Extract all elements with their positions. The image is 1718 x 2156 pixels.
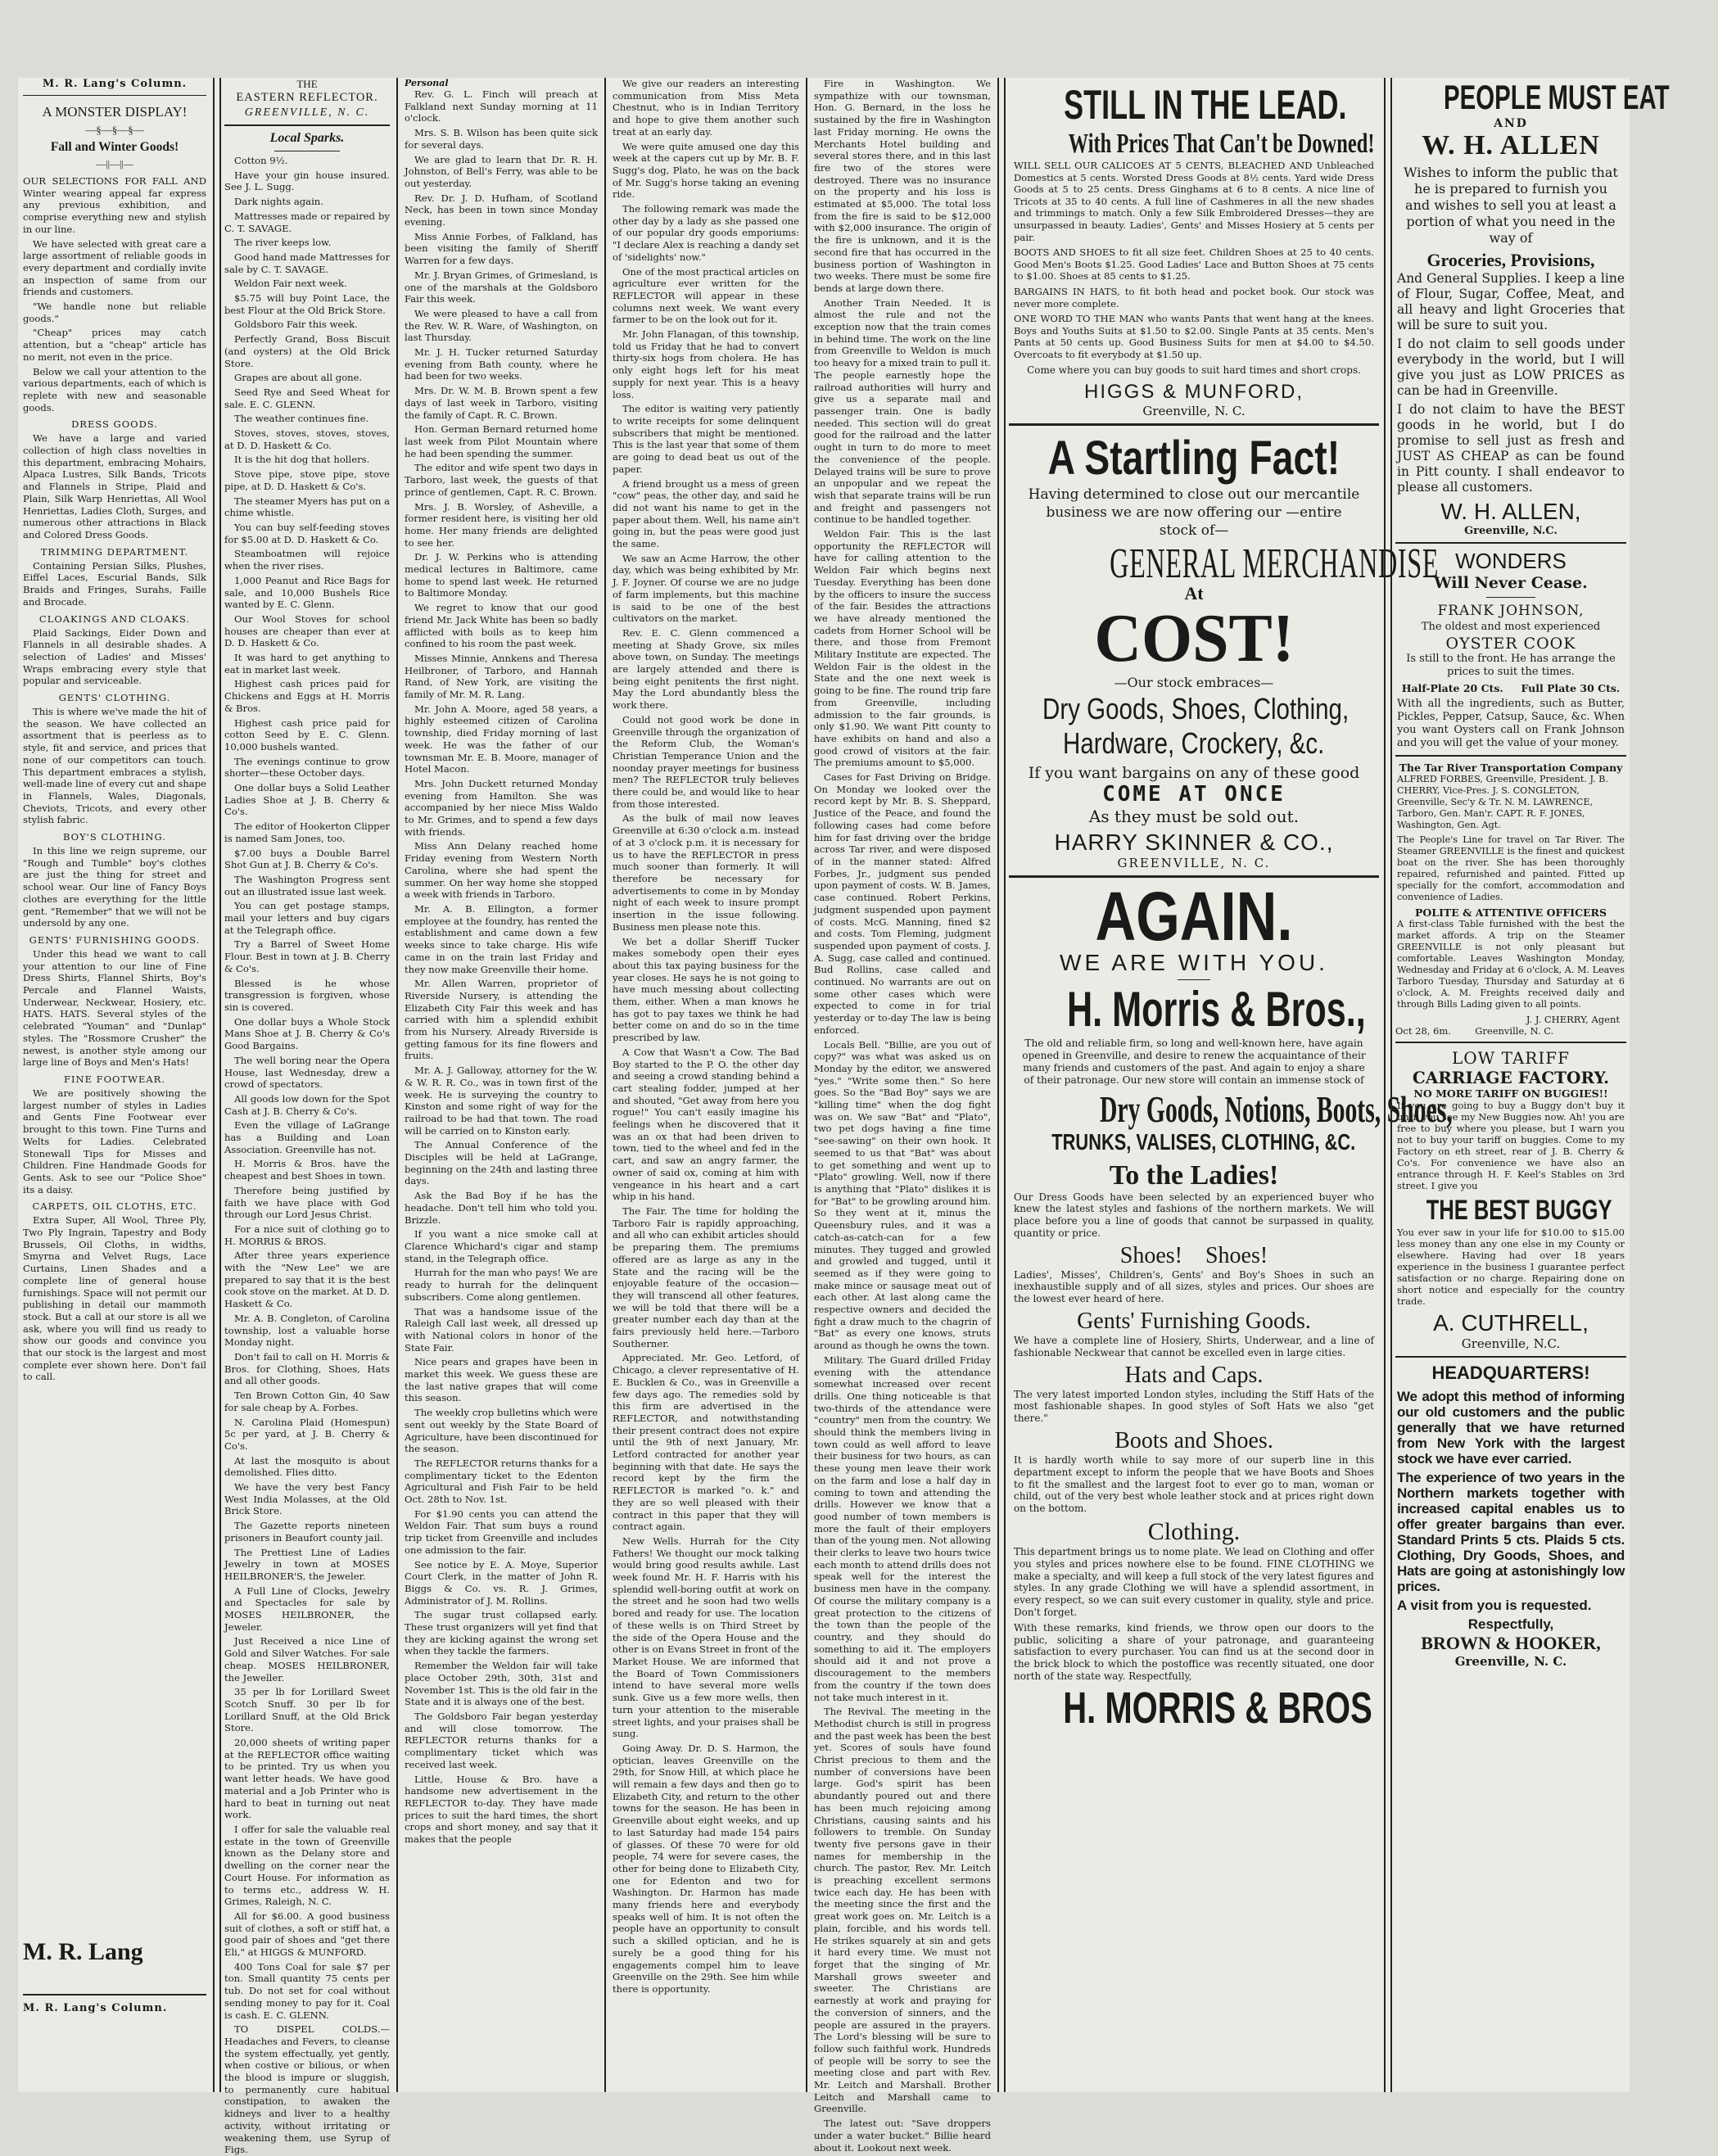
skinner-line-2: Hardware, Crockery, &c. xyxy=(1063,725,1325,760)
local-spark-item: All goods low down for the Spot Cash at J. B. Cherry & Co's. xyxy=(224,1092,390,1117)
again-title: AGAIN. xyxy=(1095,877,1293,955)
column-lang xyxy=(18,78,211,2092)
personal-item: Mrs. S. B. Wilson has been quite sick for several days. xyxy=(405,127,598,151)
tariff-text: If you are going to buy a Buggy don't buy it until you see my New Buggies now. Ah! you are free to buy where you please, but I warn you not to buy your tariff on buggies. Come to my Factory on eth street, rear of J. B. Cherry & Co's. For convenience we have also an entrance through H. F. Keel's Stables on 3rd street. I give you xyxy=(1397,1100,1625,1191)
personal-item: We are glad to learn that Dr. R. H. Johnston, of Bell's Ferry, was able to be out yesterday. xyxy=(405,153,598,189)
local-spark-item: For a nice suit of clothing go to H. MORRIS & BROS. xyxy=(224,1223,390,1247)
personal-item: Remember the Weldon fair will take place October 29th, 30th, 31st and November 1st. This is the old fair in the State and it is always one of the best. xyxy=(405,1660,598,1708)
still-p5: Come where you can buy goods to suit hard times and short crops. xyxy=(1027,364,1361,376)
tar-title: The Tar River Transportation Company xyxy=(1399,762,1623,774)
local-spark-item: The steamer Myers has put on a chime whistle. xyxy=(224,495,390,519)
still-title: STILL IN THE LEAD. xyxy=(1064,82,1347,128)
morris-title: H. Morris & Bros., xyxy=(1066,981,1366,1037)
gents-heading: Gents' Furnishing Goods. xyxy=(1077,1309,1311,1335)
local-spark-item: The Gazette reports nineteen prisoners in Beaufort county jail. xyxy=(224,1520,390,1544)
personal-item: Little, House & Bro. have a handsome new advertisement in the REFLECTOR to-day. They have made prices to suit the hard times, the short crops and short money, and say that it makes that the people xyxy=(405,1773,598,1846)
news-item: Mr. John Flanagan, of this township, told us Friday that he had to convert thirty-six hogs from cholera. He has only eight hogs left for his meat supply for next year. This is a heavy loss. xyxy=(613,328,799,400)
brown-hooker-name: BROWN & HOOKER, xyxy=(1421,1633,1601,1653)
lang-intro-3: "We handle none but reliable goods." xyxy=(23,301,206,324)
column-ads xyxy=(1006,78,1453,2092)
gents-text: We have a complete line of Hosiery, Shirts, Underwear, and a line of fashionable Neckwear that cannot be excelled even in large cities. xyxy=(1014,1335,1374,1358)
news-item: Cases for Fast Driving on Bridge. On Monday we looked over the record kept by Mr. B. S. Sheppard, Justice of the Peace, and found the following cases had come before him for fast driving over the bridge across Tar river, and were disposed of in the manner stated: Alfred Forbes, Jr., judgment sus pended upon payment of costs. W. B. James, case continued. Robert Perkins, judgment suspended upon payment of costs. McG. Manning, fined $2 and costs. Tom Fleming, judgment suspended upon payment of costs. J. A. Sugg, case called and continued. Bud Rollins, case called and continued. No warrants are out on some other cases which were expected to come in for trial yesterday or to-day The law is being enforced. xyxy=(814,771,991,1036)
furn-text: Under this head we want to call your attention to our line of Fine Dress Shirts, Flannel Shirts, Boy's Percale and Flannel Waists, Underwear, Neckwear, Hosiery, etc. HATS. HATS. Several styles of the celebrated "Youman" and "Dunlap" styles. The "Rossmore Crusher" the newest, is another style among our large line of Boys and Men's Hats! xyxy=(23,947,206,1069)
eat-title: PEOPLE MUST EAT xyxy=(1444,78,1670,116)
news-item: The Fair. The time for holding the Tarboro Fair is rapidly approaching, and all who can exhibit articles should be preparing them. The premiums offered are as large as any in the State and the racing will be the enjoyable feature of the occasion—they will transcend all other features, we will be told that there will be a greater number each day than at the fairs previously held here.—Tarboro Southerner. xyxy=(613,1205,799,1349)
johnson-name: FRANK JOHNSON, xyxy=(1437,603,1585,619)
personal-item: If you want a nice smoke call at Clarence Whichard's cigar and stamp stand, in the Telegraph office. xyxy=(405,1228,598,1264)
skinner-name: HARRY SKINNER & CO., xyxy=(1054,829,1334,855)
clothing-text: This department brings us to nome plate. We lead on Clothing and offer you styles and prices nowhere else to be found. FINE CLOTHING we make a specialty, and will keep a full stock of the very latest figures and styles. In any grade Clothing we will have a splendid assortment, in every respect, so we can suit every customer in quality, style and price. Don't forget. xyxy=(1014,1546,1374,1619)
personal-item: We regret to know that our good friend Mr. Jack White has been so badly afflicted with boils as to keep him confined to his room the past week. xyxy=(405,602,598,650)
newspaper-page xyxy=(18,78,1670,2156)
gent-text: This is where we've made the hit of the season. We have collected an assortment that is peerless as to style, fit and service, and prices that none of our competitors can touch. This department embraces a stylish, well-made line of every cut and shape in Flannels, Wales, Diagonals, Cheviots, Tricots, and every other stylish fabric. xyxy=(23,706,206,826)
tariff-title: LOW TARIFF xyxy=(1452,1048,1570,1068)
local-spark-item: 20,000 sheets of writing paper at the REFLECTOR office waiting to be printed. Try us when you want letter heads. We have good material and a Job Printer who is hard to beat in turning out neat work. xyxy=(224,1737,390,1821)
personal-item: The REFLECTOR returns thanks for a complimentary ticket to the Edenton Agricultural and Fish Fair to be held Oct. 28th to Nov. 1st. xyxy=(405,1457,598,1506)
town-news-list xyxy=(814,78,991,2154)
column-town-news xyxy=(809,78,996,2154)
paper-name: EASTERN REFLECTOR. xyxy=(236,91,378,104)
lang-flourish: —§—§—§— xyxy=(85,124,144,136)
local-spark-item: The river keeps low. xyxy=(234,237,332,249)
brown-hooker-ad xyxy=(1395,1363,1626,1669)
polite-line: POLITE & ATTENTIVE OFFICERS xyxy=(1415,906,1607,919)
still-subtitle: With Prices That Can't be Downed! xyxy=(1068,129,1375,159)
still-p3: BARGAINS IN HATS, to fit both head and pocket book. Our stock was never more complete. xyxy=(1014,285,1374,310)
local-spark-item: All for $6.00. A good business suit of clothes, a soft or stiff hat, a good pair of shoes and "get there Eli," at HIGGS & MUNFORD. xyxy=(224,1910,390,1959)
boots-text: It is hardly worth while to say more of our superb line in this department except to inform the people that we have Boots and Shoes to fit the smallest and the largest foot to ever go to man, woman or child, out of the very best whole leather stock and at prices right down on the bottom. xyxy=(1014,1454,1374,1515)
hq-p2: The experience of two years in the Northern markets together with increased capital enables us to offer greater bargains than ever. Standard Prints 5 cts. Plaids 5 cts. Clothing, Dry Goods, Shoes, and Hats are going at astonishingly low prices. xyxy=(1397,1470,1625,1594)
dress-text: We have a large and varied collection of high class novelties in this department, embracing Mohairs, Alpaca Lustres, Silk Bands, Tricots and Flannels in Stripe, Plaid and Plain, Silk Warp Henriettas, All Wool Henriettas, Ladies Cloth, Surges, and numerous other attractions in Black and Colored Dress Goods. xyxy=(23,432,206,540)
allen-p2: And General Supplies. I keep a line of Flour, Sugar, Coffee, Meat, and all heavy and light Groceries that will be sure to suit you. xyxy=(1397,271,1625,332)
eat-and: AND xyxy=(1494,117,1528,130)
local-spark-item: Mr. A. B. Congleton, of Carolina township, lost a valuable horse Monday night. xyxy=(224,1312,390,1349)
personal-item: Rev. G. L. Finch will preach at Falkland next Sunday morning at 11 o'clock. xyxy=(405,88,598,124)
lang-intro-2: We have selected with great care a large assortment of reliable goods in every department and cordially invite an inspection of same from our friends and customers. xyxy=(23,237,206,298)
come-at-once: COME AT ONCE xyxy=(1102,781,1286,807)
startling-text: Having determined to close out our mercantile business we are now offering our —entire stock of— xyxy=(1028,486,1360,539)
personal-heading: Personal xyxy=(405,78,449,88)
news-item: A Cow that Wasn't a Cow. The Bad Boy started to the P. O. the other day and seeing a crowd standing behind a cart stealing fodder, jumped at her and shouted, "Get away from here you rogue!" You can't easily imagine his feelings when he discovered that it was an ox that had been driven to town, tied to the wheel and fed in the cart, and saw an angry farmer, the owner of said ox, coming at him with vengeance in his heart and a cart whip in his hand. xyxy=(613,1046,799,1203)
local-spark-item: Just Received a nice Line of Gold and Silver Watches. For sale cheap. MOSES HEILBRONER, the Jeweller. xyxy=(224,1635,390,1684)
local-spark-item: TO DISPEL COLDS.—Headaches and Fevers, to cleanse the system effectually, yet gently, when costive or bilious, or when the blood is impure or sluggish, to permanently cure habitual constipation, to awaken the kidneys and liver to a healthy activity, without irritating or weakening them, use Syrup of Figs. xyxy=(224,2023,390,2156)
column-personal xyxy=(400,78,603,2092)
tar-officers: ALFRED FORBES, Greenville, President. J. B. CHERRY, Vice-Pres. J. S. CONGLETON, Greenville, Sec'y & Tr. N. M. LAWRENCE, Tarboro, Gen. Man'r. CAPT. R. F. JONES, Washington, Gen. Agt. xyxy=(1397,774,1608,830)
paper-city: GREENVILLE, N. C. xyxy=(244,106,370,119)
morris-ad xyxy=(1009,877,1453,1733)
local-spark-item: One dollar buys a Whole Stock Mans Shoe at J. B. Cherry & Co's Good Bargains. xyxy=(224,1015,390,1052)
shoes-heading: Shoes! Shoes! xyxy=(1119,1242,1268,1268)
sold-out-line: As they must be sold out. xyxy=(1088,806,1300,826)
cherry-agent: J. J. CHERRY, Agent xyxy=(1526,1014,1620,1025)
tar-p2: The People's Line for travel on Tar River. The Steamer GREENVILLE is the finest and quickest boat on the river. She has been thoroughly repaired, refurnished and painted. Fitted up specially for the comfort, accommodation and convenience of Ladies. xyxy=(1397,834,1625,902)
local-sparks-list xyxy=(224,155,390,2156)
news-item: Military. The Guard drilled Friday evening with the attendance somewhat increased over recent drills. One thing noticeable is that two-thirds of the attendance were "country" men from the country. We should think the members living in town could as well afford to leave their business for two hours, as can these young men leave their work on the farm and lose a half day in coming to town and attending the drills. However we know that a good number of town members is more the fault of their employers than of the young men. Not allowing their clerks to leave two hours twice each month to attend drills does not speak well for the interest the business men have in the company. Of course the military company is a great protection to the citizens of the town than the people of the country, and they should do something to aid it. The employers should aid it and not prove a discouragement to the members from the country if the town does not take much interest in it. xyxy=(814,1354,991,1703)
local-spark-item: Grapes are about all gone. xyxy=(234,372,363,384)
news-item: The latest out: "Save droppers under a water bucket." Billie heard about it. Lookout next week. xyxy=(814,2118,991,2154)
lang-footer: M. R. Lang's Column. xyxy=(23,2002,168,2014)
no-tariff-line: NO MORE TARIFF ON BUGGIES!! xyxy=(1413,1087,1608,1100)
local-spark-item: Therefore being justified by faith we have place with God through our Lord Jesus Christ. xyxy=(224,1184,390,1221)
allen-intro: Wishes to inform the public that he is prepared to furnish you and wishes to sell you at least a portion of what you need in the way of xyxy=(1404,165,1618,246)
personal-item: Rev. Dr. J. D. Hufham, of Scotland Neck, has been in town since Monday evening. xyxy=(405,192,598,228)
personal-item: Mrs. Dr. W. M. B. Brown spent a few days of last week in Tarboro, visiting the family of Capt. R. C. Brown. xyxy=(405,385,598,421)
personal-item: Dr. J. W. Perkins who is attending medical lectures in Baltimore, came home to spend last week. He returned to Baltimore Monday. xyxy=(405,551,598,599)
personal-item: Hon. German Bernard returned home last week from Pilot Mountain where he had been spending the summer. xyxy=(405,423,598,459)
local-sparks-heading: Local Sparks. xyxy=(269,131,345,145)
morris-intro: The old and reliable firm, so long and well-known here, have again opened in Greenville, and desire to renew the acquaintance of their many friends and customers of the past. And again to enjoy a share of their patronage. Our new store will contain an immense stock of xyxy=(1022,1037,1366,1086)
tar-p3: A first-class Table furnished with the best the market affords. A trip on the Steamer GREENVILLE is not only pleasant but comfortable. Leaves Washington Monday, Wednesday and Friday at 6 o'clock, A. M. Leaves Tarboro Tuesday, Thursday and Saturday at 6 o'clock, A. M. Freights received daily and through Bills Lading given to all points. xyxy=(1397,919,1625,1010)
tar-river-ad xyxy=(1395,762,1626,1037)
allen-p4: I do not claim to have the BEST goods in he world, but I do promise to sell just as fresh and JUST AS CHEAP as can be found in Pitt county. I shall endeavor to please all customers. xyxy=(1397,402,1625,495)
news-item: A friend brought us a mess of green "cow" peas, the other day, and said he did not want his name to get in the paper about them. Well, his name ain't going in, but the peas were good just the same. xyxy=(613,477,799,550)
local-spark-item: The Prettiest Line of Ladies Jewelry in town at MOSES HEILBRONER'S, the Jeweler. xyxy=(224,1546,390,1582)
local-spark-item: A Full Line of Clocks, Jewelry and Spectacles for sale by MOSES HEILBRONER, the Jeweler. xyxy=(224,1584,390,1633)
column-local-sparks xyxy=(219,78,395,2156)
higgs-city: Greenville, N. C. xyxy=(1142,403,1246,418)
furn-heading: GENTS' FURNISHING GOODS. xyxy=(29,933,201,946)
news-item: The Revival. The meeting in the Methodist church is still in progress and the past week has been the best yet. Scores of souls have found Christ precious to them and the number of conversions have been large. God's spirit has been abundantly poured out and there has been much rejoicing among Christians, causing saints and his followers to tremble. On Sunday twenty five persons gave in their names for membership in the church. The pastor, Rev. Mr. Leitch is preaching excellent sermons twice each day. He has been with the meeting since the first and the great work goes on. Mr. Leitch is a plain, forcible, and his words tell. He strikes squarely at sin and gets it hard every time. We must not forget that the singing of Mr. Marshall grows sweeter and sweeter. The Christians are earnestly at work and praying for the conversion of sinners, and the people are assured in the prayers. The Lord's blessing will be sure to follow such faithful work. Hundreds of people will be sorry to see the meeting close and part with Rev. Mr. Leitch and Marshall. Brother Leitch and Marshall came to Greenville. xyxy=(814,1706,991,2115)
local-spark-item: Weldon Fair next week. xyxy=(234,278,347,290)
local-spark-item: The weather continues fine. xyxy=(234,413,369,425)
local-spark-item: Seed Rye and Seed Wheat for sale. E. C. GLENN. xyxy=(224,386,390,410)
skinner-city: GREENVILLE, N. C. xyxy=(1117,855,1271,870)
cuthrell-name: A. CUTHRELL, xyxy=(1433,1310,1589,1336)
local-spark-item: Steamboatmen will rejoice when the river rises. xyxy=(224,548,390,572)
local-spark-item: I offer for sale the valuable real estate in the town of Greenville known as the Delany store and dwelling on the corner near the Court House. For information as to terms etc., address W. H. Grimes, Raleigh, N. C. xyxy=(224,1824,390,1908)
local-spark-item: Perfectly Grand, Boss Biscuit (and oysters) at the Old Brick Store. xyxy=(224,333,390,369)
local-spark-item: At last the mosquito is about demolished. Flies ditto. xyxy=(224,1454,390,1479)
dry-goods-line: Dry Goods, Notions, Boots, Shoes, xyxy=(1099,1088,1453,1130)
johnson-oldest: The oldest and most experienced xyxy=(1421,621,1601,633)
local-spark-item: You can buy self-feeding stoves for $5.00 at D. D. Haskett & Co. xyxy=(224,521,390,545)
local-spark-item: $5.75 will buy Point Lace, the best Flour at the Old Brick Store. xyxy=(224,292,390,316)
higgs-name: HIGGS & MUNFORD, xyxy=(1083,380,1304,403)
groceries-line: Groceries, Provisions, xyxy=(1426,250,1595,270)
local-spark-item: Even the village of LaGrange has a Building and Loan Association. Greenville has not. xyxy=(224,1119,390,1155)
skinner-line-1: Dry Goods, Shoes, Clothing, xyxy=(1042,691,1350,725)
startling-title: A Startling Fact! xyxy=(1047,431,1340,485)
foot-text: We are positively showing the largest number of styles in Ladies and Gents Fine Footwear ever brought to this town. Fine Turns and Welts for Ladies. Celebrated Stonewall Tips for Misses and Children. Fine Handmade Goods for Gents. Ask to see our "Police Shoe" its a daisy. xyxy=(23,1087,206,1196)
allen-city: Greenville, N.C. xyxy=(1464,525,1558,537)
hats-heading: Hats and Caps. xyxy=(1124,1362,1264,1388)
clothing-heading: Clothing. xyxy=(1147,1518,1241,1546)
brown-hooker-city: Greenville, N. C. xyxy=(1454,1654,1567,1669)
local-spark-item: Cotton 9½. xyxy=(234,155,288,166)
news-item: Going Away. Dr. D. S. Harmon, the optician, leaves Greenville on the 29th, for Snow Hill, at which place he will remain a few days and then go to Elizabeth City, and return to the other towns for the season. He has been in Greenville about eight weeks, and up to last Saturday had made 154 pairs of glasses. Of these 70 were for old people, 74 were for severe cases, the other for being done to Elizabeth City, one for Edenton and two for Washington. Dr. Harmon has made many friends here and everybody speaks well of him. It is not often the people have an opportunity to consult such a skilled optician, and he is surely be a good thing for his engagements compel him to leave Greenville on the 29th. See him while there is opportunity. xyxy=(613,1742,799,1995)
allen-p3: I do not claim to sell goods under everybody in the world, but I will give you just as LOW PRICES as can be had in Greenville. xyxy=(1397,337,1625,398)
local-spark-item: Good hand made Mattresses for sale by C. T. SAVAGE. xyxy=(224,251,390,275)
news-item: One of the most practical articles on agriculture ever written for the REFLECTOR will appear in these columns next week. We want every farmer to be on the look out for it. xyxy=(613,265,799,326)
at-label: At xyxy=(1184,582,1204,603)
cuthrell-city: Greenville, N.C. xyxy=(1461,1336,1561,1351)
gent-heading: GENTS' CLOTHING. xyxy=(58,692,171,704)
local-spark-item: One dollar buys a Solid Leather Ladies Shoe at J. B. Cherry & Co's. xyxy=(224,782,390,818)
allen-ad xyxy=(1395,78,1670,537)
carp-heading: CARPETS, OIL CLOTHS, ETC. xyxy=(32,1200,197,1213)
personal-item: The weekly crop bulletins which were sent out weekly by the State Board of Agriculture, have been discontinued for the season. xyxy=(405,1407,598,1455)
local-news-list xyxy=(613,78,799,1996)
still-p1: WILL SELL OUR CALICOES AT 5 CENTS, BLEACHED AND Unbleached Domestics at 5 cents. Worsted Dress Goods at 8½ cents. Yard wide Dress Goods at 5 to 25 cents. Dress Ginghams at 6 to 8 cents. A nice line of Tricots at 35 to 40 cents. A full line of Cashmeres in all the new shades and trimmings to match. Only a few Silk Embroidered Dresses—they are unsurpassed in beauty. Ladies', Gents' and Misses Hosiery at 5 cents per pair. xyxy=(1014,160,1374,243)
personal-item: The sugar trust collapsed early. These trust organizers will yet find that they are kicking against the wrong set when they tackle the farmers. xyxy=(405,1609,598,1657)
local-spark-item: Ten Brown Cotton Gin, 40 Saw for sale cheap by A. Forbes. xyxy=(224,1390,390,1413)
personal-item: Mr. J. H. Tucker returned Saturday evening from Bath county, where he had been for two weeks. xyxy=(405,346,598,382)
personal-list xyxy=(405,88,598,1846)
personal-item: Mr. John A. Moore, aged 58 years, a highly esteemed citizen of Carolina township, died Friday morning of last week. He was the father of our townsman Mr. E. B. Moore, manager of Hotel Macon. xyxy=(405,703,598,775)
skinner-ad xyxy=(1009,431,1440,870)
personal-item: That was a handsome issue of the Raleigh Call last week, all dressed up with National colors in honor of the State Fair. xyxy=(405,1305,598,1354)
boots-heading: Boots and Shoes. xyxy=(1114,1428,1273,1454)
news-item: New Wells. Hurrah for the City Fathers! We thought our mock talking would bring good results awhile. Last week found Mr. H. F. Harris with his splendid well-boring outfit at work on the street and he soon had two wells bored and ready for use. The location of these wells is on Third Street by the side of the Opera House and the other is on Evans Street in front of the Market House. We are informed that the Board of Town Commissioners intend to have several more wells sunk. Give us a few more wells, then turn your attention to the miserable street lights, and your praises shall be sung. xyxy=(613,1535,799,1740)
local-spark-item: The Washington Progress sent out an illustrated issue last week. xyxy=(224,873,390,897)
hq-p3: A visit from you is requested. xyxy=(1397,1598,1592,1613)
johnson-ad xyxy=(1395,549,1626,750)
local-spark-item: Stove pipe, stove pipe, stove pipe, at D. D. Haskett & Co's. xyxy=(224,468,390,492)
lang-subtitle: Fall and Winter Goods! xyxy=(50,140,179,154)
hq-respectfully: Respectfully, xyxy=(1467,1616,1554,1632)
boy-text: In this line we reign supreme, our "Rough and Tumble" boy's clothes are just the thing for street and school wear. Our line of Fancy Boys clothes are everything for the little gent. "Remember" that we will not be undersold by any one. xyxy=(23,845,206,929)
local-spark-item: Stoves, stoves, stoves, stoves, at D. D. Haskett & Co. xyxy=(224,427,390,451)
personal-item: For $1.90 cents you can attend the Weldon Fair. That sum buys a round trip ticket from Greenville and includes one admission to the fair. xyxy=(405,1507,598,1556)
local-spark-item: Highest cash price paid for cotton Seed by E. C. Glenn. 10,000 bushels wanted. xyxy=(224,716,390,753)
personal-item: Mr. Allen Warren, proprietor of Riverside Nursery, is attending the Elizabeth City Fair this week and has carried with him a splendid exhibit from his Nursery. Already Riverside is getting famous for its fine flowers and fruits. xyxy=(405,978,598,1062)
personal-item: See notice by E. A. Moye, Superior Court Clerk, in the matter of John R. Biggs & Co. vs. R. J. Grimes, Administrator of J. M. Rollins. xyxy=(405,1558,598,1607)
shoes-text: Ladies', Misses', Children's, Gents' and Boy's Shoes in such an inexhaustible supply and of all sizes, styles and prices. Our shoes are the lowest ever heard of here. xyxy=(1014,1268,1374,1305)
news-item: We saw an Acme Harrow, the other day, which was being exhibited by Mr. J. F. Joyner. Of course we are no judge of farm implements, but this machine is said to be one of the best cultivators on the market. xyxy=(613,552,799,625)
carriage-title: CARRIAGE FACTORY. xyxy=(1412,1068,1610,1087)
never-cease: Will Never Cease. xyxy=(1434,574,1588,592)
local-spark-item: It is the hit dog that hollers. xyxy=(234,454,370,466)
headquarters-title: HEADQUARTERS! xyxy=(1431,1363,1590,1383)
plate-prices: Half-Plate 20 Cts. Full Plate 30 Cts. xyxy=(1401,682,1621,694)
local-spark-item: Try a Barrel of Sweet Home Flour. Best in town at J. B. Cherry & Co's. xyxy=(224,938,390,974)
personal-item: Mrs. John Duckett returned Monday evening from Hamilton. She was accompanied by her niece Miss Waldo to Mr. Grimes, and to spend a few days with friends. xyxy=(405,777,598,838)
local-spark-item: Don't fail to call on H. Morris & Bros. for Clothing, Shoes, Hats and all other goods. xyxy=(224,1350,390,1387)
still-p4: ONE WORD TO THE MAN who wants Pants that went hang at the knees. Boys and Youths Suits at $1.50 to $2.00. Single Pants at 35 cents. Men's Pants at 50 cents up. Good Business Suits for men at $4.00 to $4.50. Overcoats to fit everybody at $1.50 up. xyxy=(1014,313,1374,360)
personal-item: Mr. A. J. Galloway, attorney for the W. & W. R. R. Co., was in town first of the week. He is surveying the country to Kinston and some right of way for the railroad to be had that town. The road will be carried on to Kinston early. xyxy=(405,1064,598,1137)
local-spark-item: H. Morris & Bros. have the cheapest and best Shoes in town. xyxy=(224,1158,390,1182)
personal-item: Miss Ann Delany reached home Friday evening from Western North Carolina, where she had spent the summer. On her way home she stopped a week with friends in Tarboro. xyxy=(405,840,598,901)
personal-item: The Goldsboro Fair began yesterday and will close tomorrow. The REFLECTOR returns thanks for a complimentary ticket which was received last week. xyxy=(405,1711,598,1770)
johnson-p3: With all the ingredients, such as Butter, Pickles, Pepper, Catsup, Sauce, &c. When you want Oysters call on Frank Johnson and you will get the value of your money. xyxy=(1397,698,1625,749)
news-item: Rev. E. C. Glenn commenced a meeting at Shady Grove, six miles above town, on Sunday. The meetings are largely attended and there is being eight penitents the first night. May the Lord abundantly bless the work there. xyxy=(613,626,799,712)
trim-heading: TRIMMING DEPARTMENT. xyxy=(40,545,189,558)
ladies-heading: To the Ladies! xyxy=(1109,1159,1279,1191)
news-item: The editor is waiting very patiently to write receipts for some delinquent subscribers that might be mentioned. This is the last year that some of them are going to dead beat us out of the paper. xyxy=(613,403,799,475)
local-spark-item: The editor of Hookerton Clipper is named Sam Jones, too. xyxy=(224,820,390,844)
ladies-text: Our Dress Goods have been selected by an experienced buyer who knew the latest styles and fashions of the northern markets. We will place before you a line of goods that cannot be surpassed in quality, quantity or price. xyxy=(1014,1191,1374,1239)
trunks-line: TRUNKS, VALISES, CLOTHING, &C. xyxy=(1051,1128,1356,1155)
local-spark-item: The evenings continue to grow shorter—these October days. xyxy=(224,755,390,780)
with-you-line: WE ARE WITH YOU. xyxy=(1060,949,1328,975)
local-spark-item: It was hard to get anything to eat in market last week. xyxy=(224,652,390,676)
cloak-heading: CLOAKINGS AND CLOAKS. xyxy=(38,612,191,625)
news-item: We bet a dollar Sheriff Tucker makes somebody open their eyes about this tax paying business for the year closes. He says he is not going to have much messing about collecting them, either. When a man knows he has got to pay taxes we think he had better come on and do so in the time prescribed by law. xyxy=(613,935,799,1044)
hq-p1: We adopt this method of informing our old customers and the public generally that we have returned from New York with the largest stock we have ever carried. xyxy=(1397,1389,1625,1467)
news-item: We give our readers an interesting communication from Miss Meta Chestnut, who is in Indian Territory and hope to give them another such treat at an early day. xyxy=(613,78,799,138)
local-spark-item: The well boring near the Opera House, last Wednesday, drew a crowd of spectators. xyxy=(224,1054,390,1091)
lang-signature: M. R. Lang xyxy=(23,1938,143,1965)
best-buggy: THE BEST BUGGY xyxy=(1426,1195,1612,1226)
local-spark-item: Dark nights again. xyxy=(234,196,323,208)
local-spark-item: 1,000 Peanut and Rice Bags for sale, and 10,000 Bushels Rice wanted by E. C. Glenn. xyxy=(224,574,390,611)
local-spark-item: Highest cash prices paid for Chickens and Eggs at H. Morris & Bros. xyxy=(224,678,390,714)
personal-item: The Annual Conference of the Disciples will be held at LaGrange, beginning on the 24th and lasting three days. xyxy=(405,1139,598,1187)
boy-heading: BOY'S CLOTHING. xyxy=(63,831,166,843)
news-item: Another Train Needed. It is almost the rule and not the exception now that the train comes in behind time. The work on the line from Greenville to Weldon is much too heavy for a mixed train to pull it. The people earnestly hope the railroad authorities will hurry and give us a separate mail and passenger train. One is badly needed. This section will do great good for the railroad and the latter ought in turn to do more to meet the convenience of the people. Delayed trains will be sure to prove an unpopular and we repeat the wish that separate trains will be run and freight and passengers not continue to be handled together. xyxy=(814,296,991,526)
lang-masthead: M. R. Lang's Column. xyxy=(42,78,188,90)
cost-label: COST! xyxy=(1094,599,1294,676)
personal-item: Mr. J. Bryan Grimes, of Grimesland, is one of the marshals at the Goldsboro Fair this week. xyxy=(405,269,598,305)
news-item: Weldon Fair. This is the last opportunity the REFLECTOR will have for calling attention to the Weldon Fair which begins next Tuesday. Everything has been done by the officers to insure the success of the fair. Besides the attractions we have already mentioned the cadets from Horner School will be there, and those from Fremont Military Institute are expected. The Weldon Fair is the oldest in the State and the one next week is going to be fine. The round trip fare from Greenville, including admission to the fair grounds, is only $1.90. We want Pitt county to have exhibits on hand and also a good crowd of visitors at the fair. The premiums amount to $5,000. xyxy=(814,528,991,769)
foot-heading: FINE FOOTWEAR. xyxy=(64,1073,165,1085)
cuthrell-ad xyxy=(1395,1048,1626,1351)
column-local-news xyxy=(608,78,804,2092)
morris-closing: With these remarks, kind friends, we throw open our doors to the public, soliciting a share of your patronage, and guaranteeing satisfaction to every purchaser. You can find us at the second door in the brick block to which the postoffice was recently situated, one door north of the state way. Respectfully, xyxy=(1014,1621,1374,1683)
news-item: The following remark was made the other day by a lady as she passed one of our popular dry goods emporiums: "I declare Alex is reaching a dandy set of 'sidelights' now." xyxy=(613,203,799,263)
news-item: We were quite amused one day this week at the capers cut up by Mr. B. F. Sugg's dog, Plato, he was on the back of Mr. Sugg's horse taking an evening ride. xyxy=(613,140,799,201)
personal-item: Mr. A. B. Ellington, a former employee at the foundry, has rented the establishment and came down a few weeks since to take charge. His wife came in on the train last Friday and they now make Greenville their home. xyxy=(405,903,598,975)
stock-embraces: —Our stock embraces— xyxy=(1114,674,1274,690)
personal-item: Nice pears and grapes have been in market this week. We guess these are the last native grapes that will come this season. xyxy=(405,1356,598,1404)
still-p2: BOOTS AND SHOES to fit all size feet. Children Shoes at 25 to 40 cents. Good Men's Boots $1.25. Good Ladies' Lace and Button Shoes at 75 cents to $1.00. Shoes at 85 cents to $1.25. xyxy=(1014,246,1374,282)
lang-intro-5: Below we call your attention to the various departments, each of which is replete with new and seasonable goods. xyxy=(23,365,206,414)
lang-intro-1: OUR SELECTIONS FOR FALL AND Winter wearing appeal far express any previous exhibition, and comprise everything new and stylish in our line. xyxy=(23,175,206,235)
personal-item: We were pleased to have a call from the Rev. W. R. Ware, of Washington, on last Thursday. xyxy=(405,307,598,344)
cloak-text: Plaid Sackings, Eider Down and Flannels in all desirable shades. A selection of Ladies' and Misses' Wraps embracing every style that popular and serviceable. xyxy=(23,626,206,687)
local-spark-item: Goldsboro Fair this week. xyxy=(234,319,358,331)
johnson-p2: Is still to the front. He has arrange the prices to suit the times. xyxy=(1406,653,1616,678)
personal-item: Ask the Bad Boy if he has the headache. Don't tell him who told you. Brizzle. xyxy=(405,1190,598,1226)
local-spark-item: 400 Tons Coal for sale $7 per ton. Small quantity 75 cents per tub. Do not set for coal without sending money to pay for it. Coal is cash. E. C. GLENN. xyxy=(224,1960,390,2021)
allen-signature: W. H. ALLEN, xyxy=(1440,499,1581,524)
local-spark-item: N. Carolina Plaid (Homespun) 5c per yard, at J. B. Cherry & Co's. xyxy=(224,1416,390,1452)
personal-item: Miss Annie Forbes, of Falkland, has been visiting the family of Sheriff Warren for a few days. xyxy=(405,230,598,267)
local-spark-item: You can get postage stamps, mail your letters and buy cigars at the Telegraph office. xyxy=(224,900,390,936)
local-spark-item: Mattresses made or repaired by C. T. SAVAGE. xyxy=(224,210,390,234)
lang-title: A MONSTER DISPLAY! xyxy=(42,104,188,120)
lang-divider: —||—||— xyxy=(96,158,133,169)
local-spark-item: Blessed is he whose transgression is forgiven, whose sin is covered. xyxy=(224,977,390,1013)
news-item: Locals Bell. "Billie, are you out of copy?" was what was asked us on Monday by the editor, we answered "yes." "Write some then." So here goes. So the "Bad Boy" says we are "killing time" when the dog fight was on. We saw "Bat" and "Plato", two pet dogs having a fine time "see-sawing" on their own hook. It seemed to us that "Bat" was about to get something and went up to "Plato" growling. Well, now if there is anything that "Plato" dislikes it is for "Bat" to be growling around him. So they went at it, minus the Queensbury rules, and it was a catch-as-catch-can for a few minutes. They tugged and growled and growled and tugged, until it seemed as if they were going to make mince or sausage meat out of each other. At last along came the respective owners and decided the fight a draw much to the chagrin of "Bat" as every one knows, struts around as though he owns the town. xyxy=(814,1038,991,1352)
local-spark-item: Have your gin house insured. See J. L. Sugg. xyxy=(224,169,390,193)
personal-item: Hurrah for the man who pays! We are ready to hurrah for the delinquent subscribers. Come along gentlemen. xyxy=(405,1267,598,1303)
personal-item: Misses Minnie, Annkens and Theresa Heilbroner, of Tarboro, and Hannah Rand, of New York, are visiting the family of Mr. M. R. Lang. xyxy=(405,652,598,701)
news-item: Fire in Washington. We sympathize with our townsman, Hon. G. Bernard, in the loss he sustained by the fire in Washington last Friday morning. He owns the Merchants Hotel building and several stores there, and in this last fire two of the stores were destroyed. There was no insurance on the property and his loss is estimated at $5,000. The total loss from the fire is said to be $12,000 with $2,000 insurance. The origin of the fire is unknown, and it is the second fire that has occurred in the business portion of Washington in two weeks. There must be some fire bends at large down there. xyxy=(814,78,991,294)
oyster-cook: OYSTER COOK xyxy=(1445,635,1576,653)
wonders-title: WONDERS xyxy=(1455,549,1567,573)
local-spark-item: Our Wool Stoves for school houses are cheaper than ever at D. D. Haskett & Co. xyxy=(224,612,390,649)
local-spark-item: After three years experience with the "New Lee" we are prepared to say that it is the best cook stove on the market. At D. D. Haskett & Co. xyxy=(224,1250,390,1310)
paper-the: THE xyxy=(296,78,318,90)
personal-item: The editor and wife spent two days in Tarboro, last week, the guests of that prince of gentlemen, Capt. R. C. Brown. xyxy=(405,462,598,498)
hats-text: The very latest imported London styles, including the Stiff Hats of the most fashionable shapes. In good styles of Soft Hats we also "get there." xyxy=(1014,1388,1374,1425)
higgs-munford-ad xyxy=(1009,81,1379,418)
general-merchandise: GENERAL MERCHANDISE xyxy=(1110,540,1440,587)
trim-text: Containing Persian Silks, Plushes, Eiffel Laces, Escurial Bands, Silk Braids and Fringes, Surahs, Faille and Brocade. xyxy=(23,559,206,608)
news-item: Could not good work be done in Greenville through the organization of the Reform Club, the Woman's Christian Temperance Union and the noonday prayer meetings for business men? The REFLECTOR truly believes there could be, and would like to hear from those interested. xyxy=(613,713,799,810)
news-item: As the bulk of mail now leaves Greenville at 6:30 o'clock a.m. instead of at 3 o'clock p.m. it is necessary for us to have the REFLECTOR in press much sooner than formerly. It will therefore be necessary for advertisements to come in by Monday night of each week to insure prompt insertion in the issue following. Business men please note this. xyxy=(613,812,799,933)
column-right-ads xyxy=(1392,78,1670,2092)
bargain-line: If you want bargains on any of these good xyxy=(1028,763,1360,782)
local-spark-item: $7.00 buys a Double Barrel Shot Gun at J. B. Cherry & Co's. xyxy=(224,847,390,871)
local-spark-item: 35 per lb for Lorillard Sweet Scotch Snuff. 30 per lb for Lorillard Snuff, at the Old Brick Store. xyxy=(224,1686,390,1734)
local-spark-item: We have the very best Fancy West India Molasses, at the Old Brick Store. xyxy=(224,1481,390,1517)
personal-item: Mrs. J. B. Worsley, of Asheville, a former resident here, is visiting her old home. Her many friends are delighted to see her. xyxy=(405,500,598,549)
morris-signature: H. MORRIS & BROS xyxy=(1063,1683,1372,1733)
cherry-date: Oct 28, 6m. Greenville, N. C. xyxy=(1395,1025,1554,1037)
news-item: Appreciated. Mr. Geo. Letford, of Chicago, a clever representative of H. E. Bucklen & Co., was in Greenville a few days ago. The remedies sold by this firm are advertised in the REFLECTOR, and notwithstanding their present contract does not expire until the 9th of next January, Mr. Letford contracted for another year beginning with that date. He says the record kept by the firm the REFLECTOR is marked "o. k." and they are so well pleased with their contract in this paper that they will contract again. xyxy=(613,1352,799,1533)
carp-text: Extra Super, All Wool, Three Ply, Two Ply Ingrain, Tapestry and Body Brussels, Oil Cloths, in widths, Smyrna and Velvet Rugs, Lace Curtains, Linen Shades and a complete line of general house furnishings. Space will not permit our publishing in detail our mammoth stock. But a call at our store is all we ask, where you will find us ready to show our goods and convince you that our stock is the largest and most complete ever shown here. Don't fail to call. xyxy=(23,1214,206,1383)
dress-heading: DRESS GOODS. xyxy=(71,418,158,431)
buggy-text: You ever saw in your life for $10.00 to $15.00 less money than any one else in my County or elsewhere. Having had over 18 years experience in the business I guarantee perfect satisfaction or no charge. Repairing done on short notice and especially for the country trade. xyxy=(1397,1227,1625,1307)
allen-title: W. H. ALLEN xyxy=(1422,130,1600,160)
lang-intro-4: "Cheap" prices may catch attention, but a "cheap" article has no merit, not even in the price. xyxy=(23,327,206,363)
